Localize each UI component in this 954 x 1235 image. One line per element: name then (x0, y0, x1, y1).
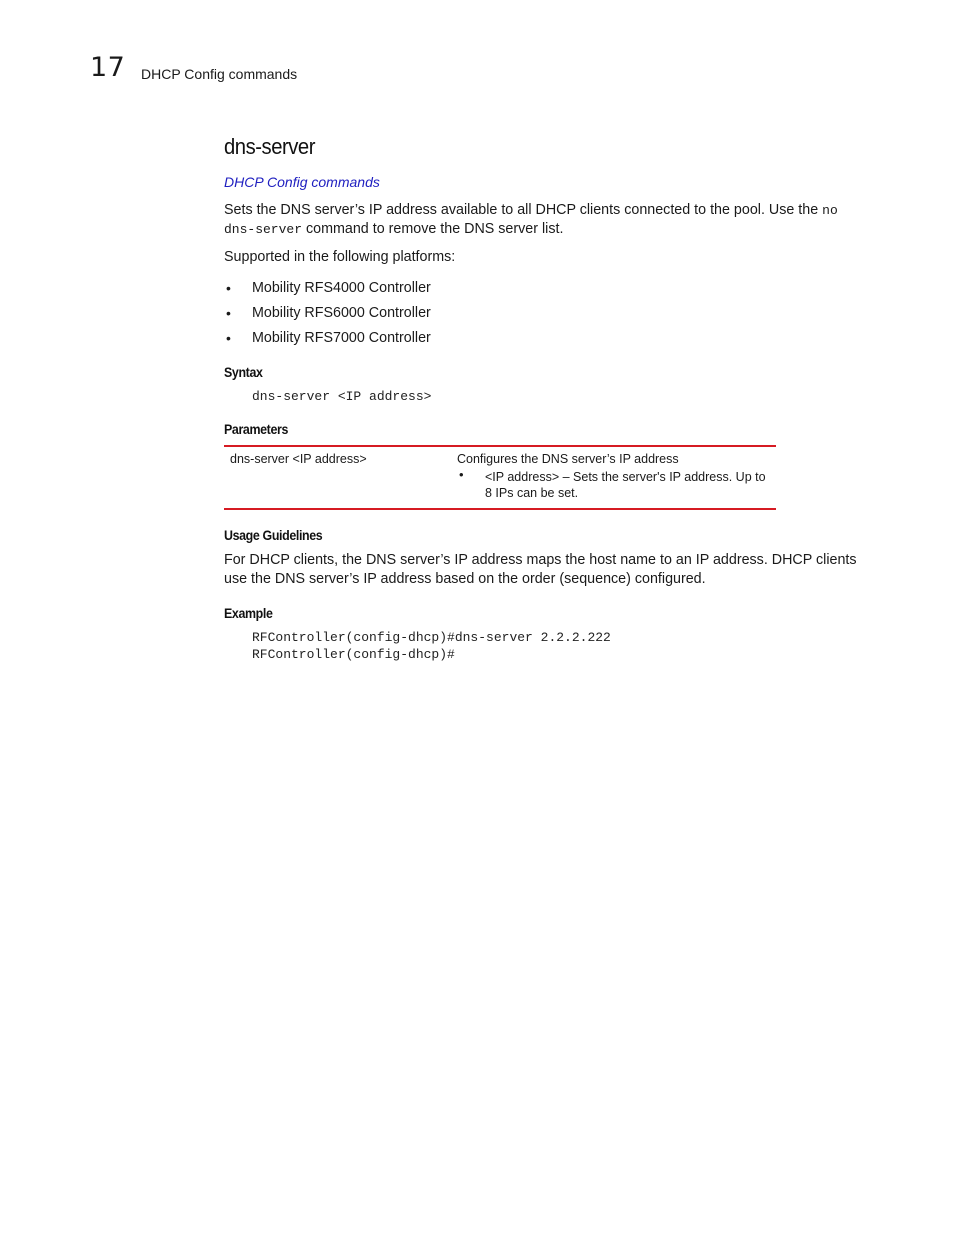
list-item (224, 326, 874, 351)
usage-text: For DHCP clients, the DNS server’s IP address maps the host name to an IP address. DHCP clients use the DNS server’s IP address based on the order (sequence) configured. (224, 552, 857, 587)
param-description: Configures the DNS server’s IP address (457, 452, 679, 466)
chapter-number: 17 (90, 52, 126, 83)
syntax-code: dns-server <IP address> (252, 389, 432, 404)
platform-list (224, 276, 874, 351)
chapter-title: DHCP Config commands (141, 66, 298, 82)
page-title: dns-server (224, 134, 316, 159)
param-name: dns-server <IP address> (230, 452, 367, 466)
description-text-end: command to remove the DNS server list. (302, 221, 564, 237)
param-sub-item (457, 469, 770, 501)
list-item (224, 276, 874, 301)
param-sub-item-text: <IP address> – Sets the server's IP address. Up to 8 IPs can be set. (485, 470, 766, 500)
param-description-cell (451, 446, 776, 509)
supported-intro: Supported in the following platforms: (224, 249, 456, 265)
parameters-heading: Parameters (224, 422, 288, 437)
chapter-link[interactable]: DHCP Config commands (224, 174, 380, 190)
platform-label: Mobility RFS6000 Controller (252, 305, 431, 321)
usage-heading: Usage Guidelines (224, 528, 323, 543)
description-text: Sets the DNS server’s IP address available to all DHCP clients connected to the pool. Use the (224, 202, 823, 218)
example-code-block (224, 629, 874, 663)
table-row (224, 446, 776, 509)
bullet-icon: • (226, 305, 231, 321)
inline-code: no dns-server (224, 203, 838, 237)
parameters-table (224, 445, 776, 510)
example-line: RFController(config-dhcp)#dns-server 2.2.2.222 (252, 630, 611, 645)
bullet-icon: • (459, 467, 464, 482)
bullet-icon: • (226, 330, 231, 346)
platform-label: Mobility RFS4000 Controller (252, 280, 431, 296)
command-description (224, 201, 874, 239)
example-heading: Example (224, 606, 273, 621)
syntax-heading: Syntax (224, 365, 263, 380)
platform-label: Mobility RFS7000 Controller (252, 330, 431, 346)
bullet-icon: • (226, 280, 231, 296)
example-line: RFController(config-dhcp)# (252, 647, 455, 662)
list-item (224, 301, 874, 326)
main-content (224, 132, 874, 663)
